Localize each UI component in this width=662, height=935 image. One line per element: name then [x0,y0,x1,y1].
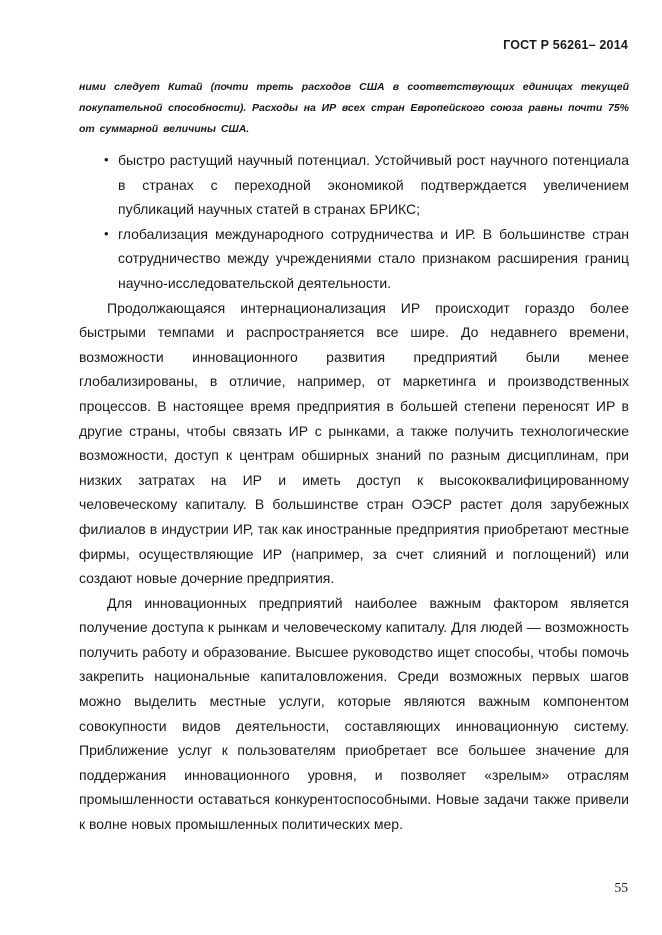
bullet-text: быстро растущий научный потенциал. Устойчивый рост научного потенциала в странах с переходной экономикой подтверждается увеличением публикаций научных статей в странах БРИКС; [118,152,629,218]
italic-note: ними следует Китай (почти треть расходов США в соответствующих единицах текущей покупательной способности). Расходы на ИР всех стран Европейского союза равны почти 75% от суммарной величины США. [79,81,629,135]
page-number: 55 [614,880,628,895]
paragraph: Для инновационных предприятий наиболее важным фактором является получение доступа к рынкам и человеческому капиталу. Для людей — возможность получить работу и образование. Высшее руководство ищет способы, чтобы помочь закрепить национальные капиталовложения. Среди возможных первых шагов можно выделить местные услуги, которые являются важным компонентом совокупности видов деятельности, составляющих инновационную систему. Приближение услуг к пользователям приобретает все большее значение для поддержания инновационного уровня, и позволяет «зрелым» отраслям промышленности оставаться конкурентоспособными. Новые задачи также привели к волне новых промышленных политических мер. [79,594,629,833]
paragraph: Продолжающаяся интернационализация ИР происходит гораздо более быстрыми темпами и распространяется все шире. До недавнего времени, возможности инновационного развития предприятий были менее глобализированы, в отличие, например, от маркетинга и производственных процессов. В настоящее время предприятия в большей степени переносят ИР в другие страны, чтобы связать ИР с рынками, а также получить технологические возможности, доступ к центрам обширных знаний по разным дисциплинам, при низких затратах на ИР и иметь доступ к высококвалифицированному человеческому капиталу. В большинстве стран ОЭСР растет доля зарубежных филиалов в индустрии ИР, так как иностранные предприятия приобретают местные фирмы, осуществляющие ИР (например, за счет слияний и поглощений) или создают новые дочерние предприятия. [79,299,629,587]
bullet-dot-icon: • [104,225,109,241]
document-header: ГОСТ Р 56261– 2014 [503,38,628,52]
bullet-text: глобализация международного сотрудничества и ИР. В большинстве стран сотрудничество между учреждениями стало признаком расширения границ научно-исследовательской деятельности. [118,225,629,291]
bullet-dot-icon: • [104,152,109,167]
main-text [79,148,629,837]
bullet-item [79,222,629,296]
bullet-item [79,148,629,222]
